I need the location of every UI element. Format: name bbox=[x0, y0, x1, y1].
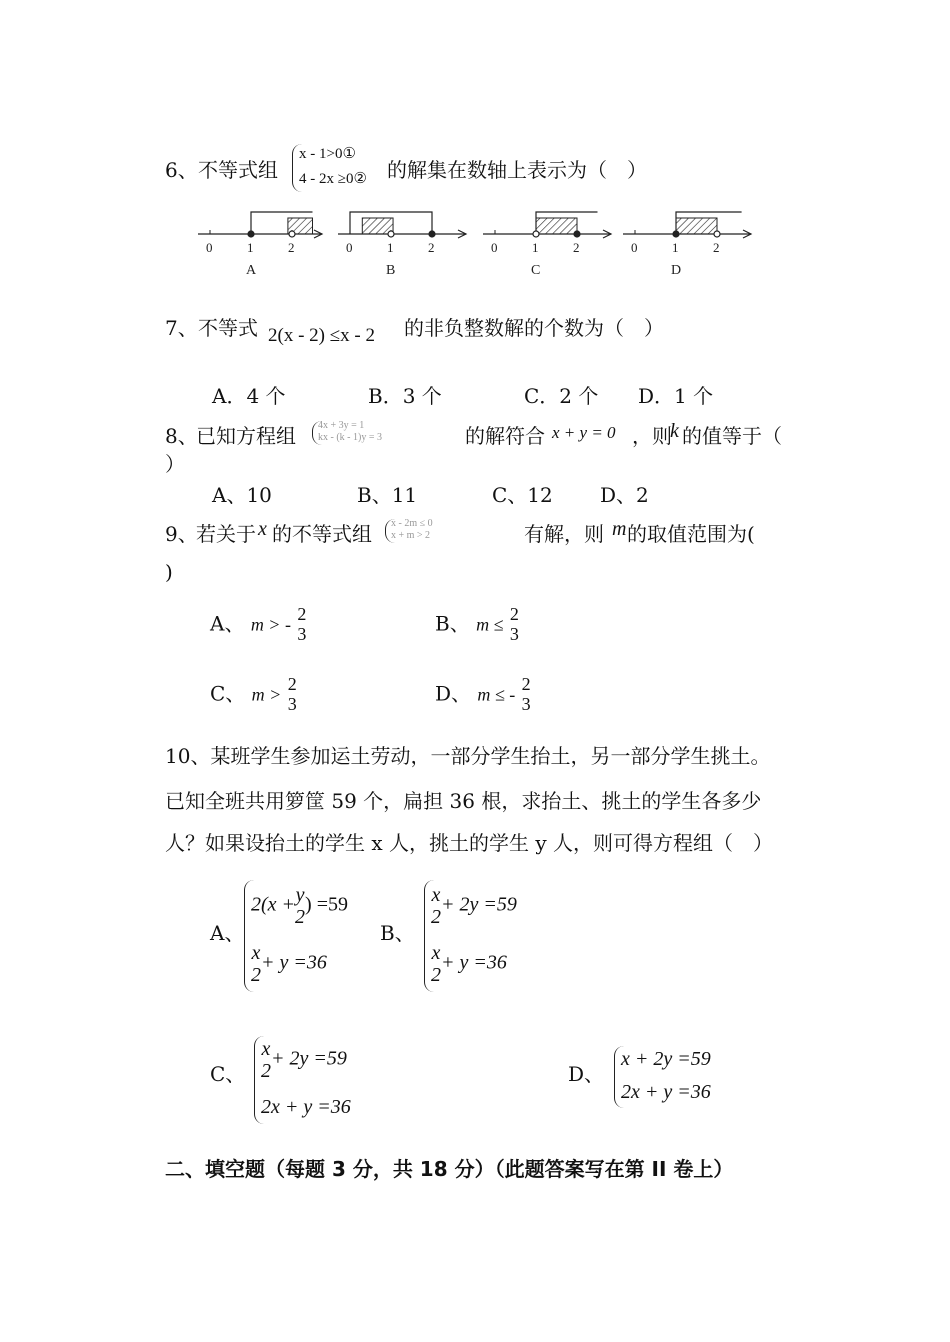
q9-option-d bbox=[435, 675, 531, 715]
q7-option-d: D．1 个 bbox=[638, 384, 714, 408]
shaded-region bbox=[536, 218, 577, 234]
q10-option-c-eq2: 2x + y =36 bbox=[261, 1096, 351, 1118]
q9-option-d-label: D、 bbox=[435, 681, 472, 706]
q9-option-a-numerator: 2 bbox=[297, 604, 307, 624]
q10-a-eq1-pre: 2(x + bbox=[251, 893, 296, 916]
number-line-d bbox=[623, 212, 751, 278]
q9-option-b bbox=[435, 605, 519, 645]
q10-b-eq1-num: x bbox=[431, 884, 441, 906]
q10-option-b-system bbox=[424, 880, 555, 992]
tick-label: 0 bbox=[346, 240, 353, 255]
closed-dot bbox=[673, 231, 679, 237]
q9-option-c bbox=[210, 675, 297, 715]
q9-number: 9、 bbox=[165, 522, 198, 546]
q9-option-d-fraction bbox=[522, 675, 531, 715]
q10-a-eq1-den: 2 bbox=[295, 906, 306, 928]
q10-a-eq1-fraction bbox=[295, 884, 305, 928]
q10-a-eq2-fraction bbox=[251, 942, 261, 986]
q10-a-eq1-post: ) =59 bbox=[305, 893, 348, 916]
tick-label: 0 bbox=[631, 240, 638, 255]
q10-b-eq1-den: 2 bbox=[431, 906, 441, 928]
q6-inequality-1: x - 1>0① bbox=[299, 146, 356, 162]
tick-label: 1 bbox=[672, 240, 679, 255]
q10-option-a-system bbox=[244, 880, 375, 992]
q7-number: 7、 bbox=[165, 316, 198, 340]
q10-option-a-label: A、 bbox=[210, 921, 245, 945]
q9-option-c-fraction bbox=[288, 675, 297, 715]
q10-line-3: 人？如果设抬土的学生 x 人，挑土的学生 y 人，则可得方程组（ ） bbox=[165, 831, 774, 855]
q10-b-eq2-den: 2 bbox=[431, 964, 441, 986]
q9-option-c-denominator: 3 bbox=[287, 693, 297, 714]
q8-option-a: A、10 bbox=[212, 483, 272, 507]
open-dot bbox=[289, 231, 295, 237]
q10-a-eq2-den: 2 bbox=[251, 964, 261, 986]
q8-system-brace bbox=[312, 421, 463, 445]
q10-b-eq1-fraction bbox=[431, 884, 441, 928]
q10-option-b-label: B、 bbox=[380, 921, 415, 945]
q10-c-eq1-fraction bbox=[261, 1038, 271, 1082]
closed-dot bbox=[248, 231, 254, 237]
q10-a-eq2-num: x bbox=[251, 942, 261, 964]
open-dot bbox=[388, 231, 394, 237]
q10-option-b-eq2 bbox=[431, 942, 507, 986]
q9-option-d-numerator: 2 bbox=[521, 674, 531, 694]
q10-option-a-eq2 bbox=[251, 942, 327, 986]
q9-var-m: m bbox=[612, 518, 627, 540]
q9-inequality-2: x + m > 2 bbox=[391, 530, 431, 541]
open-dot bbox=[533, 231, 539, 237]
tick-label: 2 bbox=[713, 240, 720, 255]
q9-suffix: 的取值范围为( bbox=[627, 522, 755, 546]
q10-option-c-system bbox=[254, 1036, 385, 1124]
q7-option-c: C．2 个 bbox=[524, 384, 599, 408]
q6-inequality-2: 4 - 2x ≥0② bbox=[299, 171, 367, 187]
q10-b-eq2-post: + y =36 bbox=[441, 951, 507, 974]
open-dot bbox=[714, 231, 720, 237]
q8-number: 8、 bbox=[165, 424, 198, 448]
shaded-region bbox=[676, 218, 717, 234]
q10-c-eq1-num: x bbox=[261, 1038, 271, 1060]
number-line-c bbox=[483, 212, 611, 278]
closed-dot bbox=[574, 231, 580, 237]
q9-system-brace bbox=[385, 519, 522, 543]
q10-b-eq2-fraction bbox=[431, 942, 441, 986]
q8-option-b: B、11 bbox=[357, 483, 418, 507]
q8-option-d: D、2 bbox=[600, 483, 649, 507]
q9-option-c-numerator: 2 bbox=[287, 674, 297, 694]
q8-condition: x + y = 0 bbox=[552, 423, 616, 442]
q8-option-c: C、12 bbox=[492, 483, 553, 507]
tick-label: 2 bbox=[288, 240, 295, 255]
q9-option-b-fraction bbox=[510, 605, 519, 645]
q9-prefix: 若关于 bbox=[196, 522, 256, 546]
q10-c-eq1-den: 2 bbox=[261, 1060, 271, 1082]
q9-option-b-label: B、 bbox=[435, 611, 470, 636]
q9-option-a-lhs: m > - bbox=[250, 614, 291, 635]
q7-option-b: B．3 个 bbox=[368, 384, 442, 408]
q9-option-c-label: C、 bbox=[210, 681, 246, 706]
q8-var-k: k bbox=[670, 420, 679, 442]
q9-option-b-lhs: m ≤ bbox=[476, 614, 504, 635]
option-letter: B bbox=[386, 263, 396, 278]
q10-option-d-eq1: x + 2y =59 bbox=[621, 1048, 711, 1070]
q6-number: 6、 bbox=[165, 158, 198, 182]
tick-label: 1 bbox=[387, 240, 394, 255]
q6-suffix: 的解集在数轴上表示为（ ） bbox=[387, 158, 647, 182]
number-line-a bbox=[198, 212, 322, 278]
q10-option-a-eq1 bbox=[251, 884, 348, 928]
q8-equation-2: kx - (k - 1)y = 3 bbox=[318, 432, 382, 443]
tick-label: 2 bbox=[573, 240, 580, 255]
q9-option-b-denominator: 3 bbox=[509, 623, 519, 644]
q8-then: ，则 bbox=[632, 424, 672, 448]
q10-option-d-eq2: 2x + y =36 bbox=[621, 1081, 711, 1103]
q10-b-eq1-post: + 2y =59 bbox=[441, 893, 517, 916]
q9-wrap: ) bbox=[165, 560, 173, 584]
section-2-heading: 二、填空题（每题 3 分，共 18 分）（此题答案写在第 II 卷上） bbox=[165, 1157, 734, 1181]
q10-c-eq1-post: + 2y =59 bbox=[271, 1047, 347, 1070]
q7-inequality: 2(x - 2) ≤x - 2 bbox=[268, 325, 375, 346]
q9-var-x: x bbox=[258, 518, 267, 540]
q8-suffix: 的值等于（ bbox=[682, 424, 782, 448]
q10-option-b-eq1 bbox=[431, 884, 517, 928]
q9-option-a-label: A、 bbox=[210, 611, 245, 636]
q9-has-solution: 有解，则 bbox=[524, 522, 604, 546]
option-letter: A bbox=[246, 263, 257, 278]
q9-option-d-lhs: m ≤ - bbox=[477, 684, 516, 705]
q10-line-1: 10、某班学生参加运土劳动，一部分学生抬土，另一部分学生挑土。 bbox=[165, 744, 771, 768]
option-letter: C bbox=[531, 263, 541, 278]
q10-a-eq1-num: y bbox=[295, 884, 305, 906]
q9-inequality-1: x - 2m ≤ 0 bbox=[391, 518, 433, 529]
q10-option-d-label: D、 bbox=[568, 1062, 605, 1086]
tick-label: 1 bbox=[532, 240, 539, 255]
tick-label: 0 bbox=[491, 240, 498, 255]
q10-option-d-system bbox=[614, 1046, 735, 1108]
q8-middle-text: 的解符合 bbox=[465, 424, 545, 448]
q9-option-d-denominator: 3 bbox=[521, 693, 531, 714]
number-line-b bbox=[338, 212, 466, 278]
option-letter: D bbox=[671, 263, 682, 278]
q7-suffix: 的非负整数解的个数为（ ） bbox=[404, 316, 664, 340]
q10-option-c-label: C、 bbox=[210, 1062, 246, 1086]
closed-dot bbox=[429, 231, 435, 237]
q8-equation-1: 4x + 3y = 1 bbox=[318, 420, 365, 431]
q10-line-2: 已知全班共用箩筐 59 个，扁担 36 根，求抬土、挑土的学生各多少 bbox=[165, 789, 762, 813]
q9-middle-text: 的不等式组 bbox=[272, 522, 372, 546]
q6-number-lines bbox=[190, 200, 760, 280]
q9-option-a-fraction bbox=[297, 605, 306, 645]
q9-option-b-numerator: 2 bbox=[509, 604, 519, 624]
q7-prefix: 不等式 bbox=[198, 316, 258, 340]
q10-a-eq2-post: + y =36 bbox=[261, 951, 327, 974]
q10-b-eq2-num: x bbox=[431, 942, 441, 964]
tick-label: 0 bbox=[206, 240, 213, 255]
q10-option-c-eq1 bbox=[261, 1038, 347, 1082]
q9-option-c-lhs: m > bbox=[251, 684, 282, 705]
q6-system-brace bbox=[292, 144, 373, 192]
q8-prefix: 已知方程组 bbox=[196, 424, 296, 448]
q7-option-a: A．4 个 bbox=[212, 384, 286, 408]
tick-label: 1 bbox=[247, 240, 254, 255]
tick-label: 2 bbox=[428, 240, 435, 255]
q6-prefix: 不等式组 bbox=[198, 158, 278, 182]
q8-wrap: ） bbox=[165, 452, 185, 476]
q9-option-a-denominator: 3 bbox=[297, 623, 307, 644]
q9-option-a bbox=[210, 605, 306, 645]
